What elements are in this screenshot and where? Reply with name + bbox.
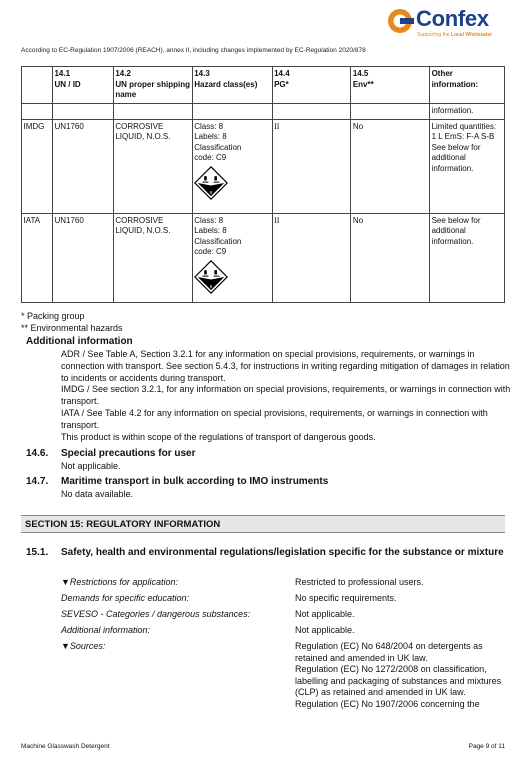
cell-other: Limited quantities: 1 L EmS: F-A S-B See below for additional information. — [430, 119, 505, 213]
cell-mode: IATA — [22, 213, 53, 302]
cell-other: See below for additional information. — [430, 213, 505, 302]
paragraph: IMDG / See section 3.2.1, for any information on special provisions, requirements, or warnings in connection with transport. — [61, 384, 511, 407]
list-item: Additional information: Not applicable. — [61, 625, 355, 635]
cell-pg: II — [272, 119, 351, 213]
confex-logo-icon — [386, 7, 414, 35]
paragraph: This product is within scope of the regulations of transport of dangerous goods. — [61, 431, 376, 442]
paragraph: ADR / See Table A, Section 3.2.1 for any information on special provisions, requirements, or warnings in connection with transport. See section 5.4.3, for instructions in writing regarding mitigation of damages in relation to incidents or accidents during transport. — [61, 349, 510, 383]
cell-un: UN1760 — [52, 119, 113, 213]
section-14-7-body: No data available. — [61, 489, 134, 499]
svg-text:8: 8 — [210, 283, 213, 289]
table-row-imdg — [22, 119, 505, 213]
additional-info-body — [61, 349, 511, 443]
cell-un: UN1760 — [52, 213, 113, 302]
cell-pg: II — [272, 213, 351, 302]
confex-logo — [386, 4, 506, 40]
list-item: ▼Sources: Regulation (EC) No 648/2004 on detergents as retained and amended in UK law. Regulation (EC) No 1272/2008 on classification, labelling and packaging of substances and mixtures (CLP) as retained and amended in UK law. Regulation (EC) No 1907/2006 concerning the — [61, 641, 502, 709]
transport-table — [21, 66, 505, 303]
header-cell-pg: 14.4 PG* — [272, 67, 351, 104]
cell-hazard: Class: 8 Labels: 8 Classification code: C9 8 — [192, 213, 272, 302]
brand-tagline: Supporting the Local Wholesaler — [417, 32, 493, 38]
section-15-title-bar — [21, 515, 505, 533]
section-14-7-heading: 14.7. Maritime transport in bulk according to IMO instruments — [26, 476, 329, 487]
paragraph: IATA / See Table 4.2 for any information on special provisions, requirements, or warnings in connection with transport. — [61, 407, 488, 430]
cell-hazard: Class: 8 Labels: 8 Classification code: C9 8 — [192, 119, 272, 213]
corrosive-diamond-icon — [194, 260, 228, 294]
footer-product-name: Machine Glasswash Detergent — [21, 743, 110, 750]
section-14-6-body: Not applicable. — [61, 461, 121, 471]
footer-page-number: Page 9 of 11 — [468, 743, 505, 750]
header-cell-other: Other information: — [430, 67, 505, 104]
header-cell-name: 14.2 UN proper shipping name — [113, 67, 192, 104]
table-row-iata — [22, 213, 505, 302]
cell-env: No — [351, 213, 430, 302]
regulation-line: According to EC-Regulation 1907/2006 (REACH), annex II, including changes implemented by EC-Regulation 2020/878 — [21, 47, 366, 54]
continuation-cell: information. — [430, 103, 505, 119]
list-item: ▼Restrictions for application: Restricted to professional users. — [61, 577, 424, 587]
table-row-continuation — [22, 103, 505, 119]
section-15-title: SECTION 15: REGULATORY INFORMATION — [25, 519, 221, 530]
list-item: Demands for specific education: No specific requirements. — [61, 593, 397, 603]
brand-name: Confex — [416, 6, 489, 31]
header-cell-env: 14.5 Env** — [351, 67, 430, 104]
cell-env: No — [351, 119, 430, 213]
additional-info-heading: Additional information — [26, 336, 133, 347]
svg-text:8: 8 — [210, 189, 213, 195]
table-header-row — [22, 67, 505, 104]
header-cell-hazard: 14.3 Hazard class(es) — [192, 67, 272, 104]
list-item: SEVESO - Categories / dangerous substances: Not applicable. — [61, 609, 355, 619]
footnote-packing-group: * Packing group — [21, 311, 85, 321]
corrosive-diamond-icon — [194, 166, 228, 200]
section-14-6-heading: 14.6. Special precautions for user — [26, 448, 196, 459]
cell-name: CORROSIVE LIQUID, N.O.S. — [113, 213, 192, 302]
header-cell-un: 14.1 UN / ID — [52, 67, 113, 104]
header-cell-mode — [22, 67, 53, 104]
regulations-list — [61, 577, 511, 709]
footnote-env-hazards: ** Environmental hazards — [21, 323, 123, 333]
cell-name: CORROSIVE LIQUID, N.O.S. — [113, 119, 192, 213]
cell-mode: IMDG — [22, 119, 53, 213]
